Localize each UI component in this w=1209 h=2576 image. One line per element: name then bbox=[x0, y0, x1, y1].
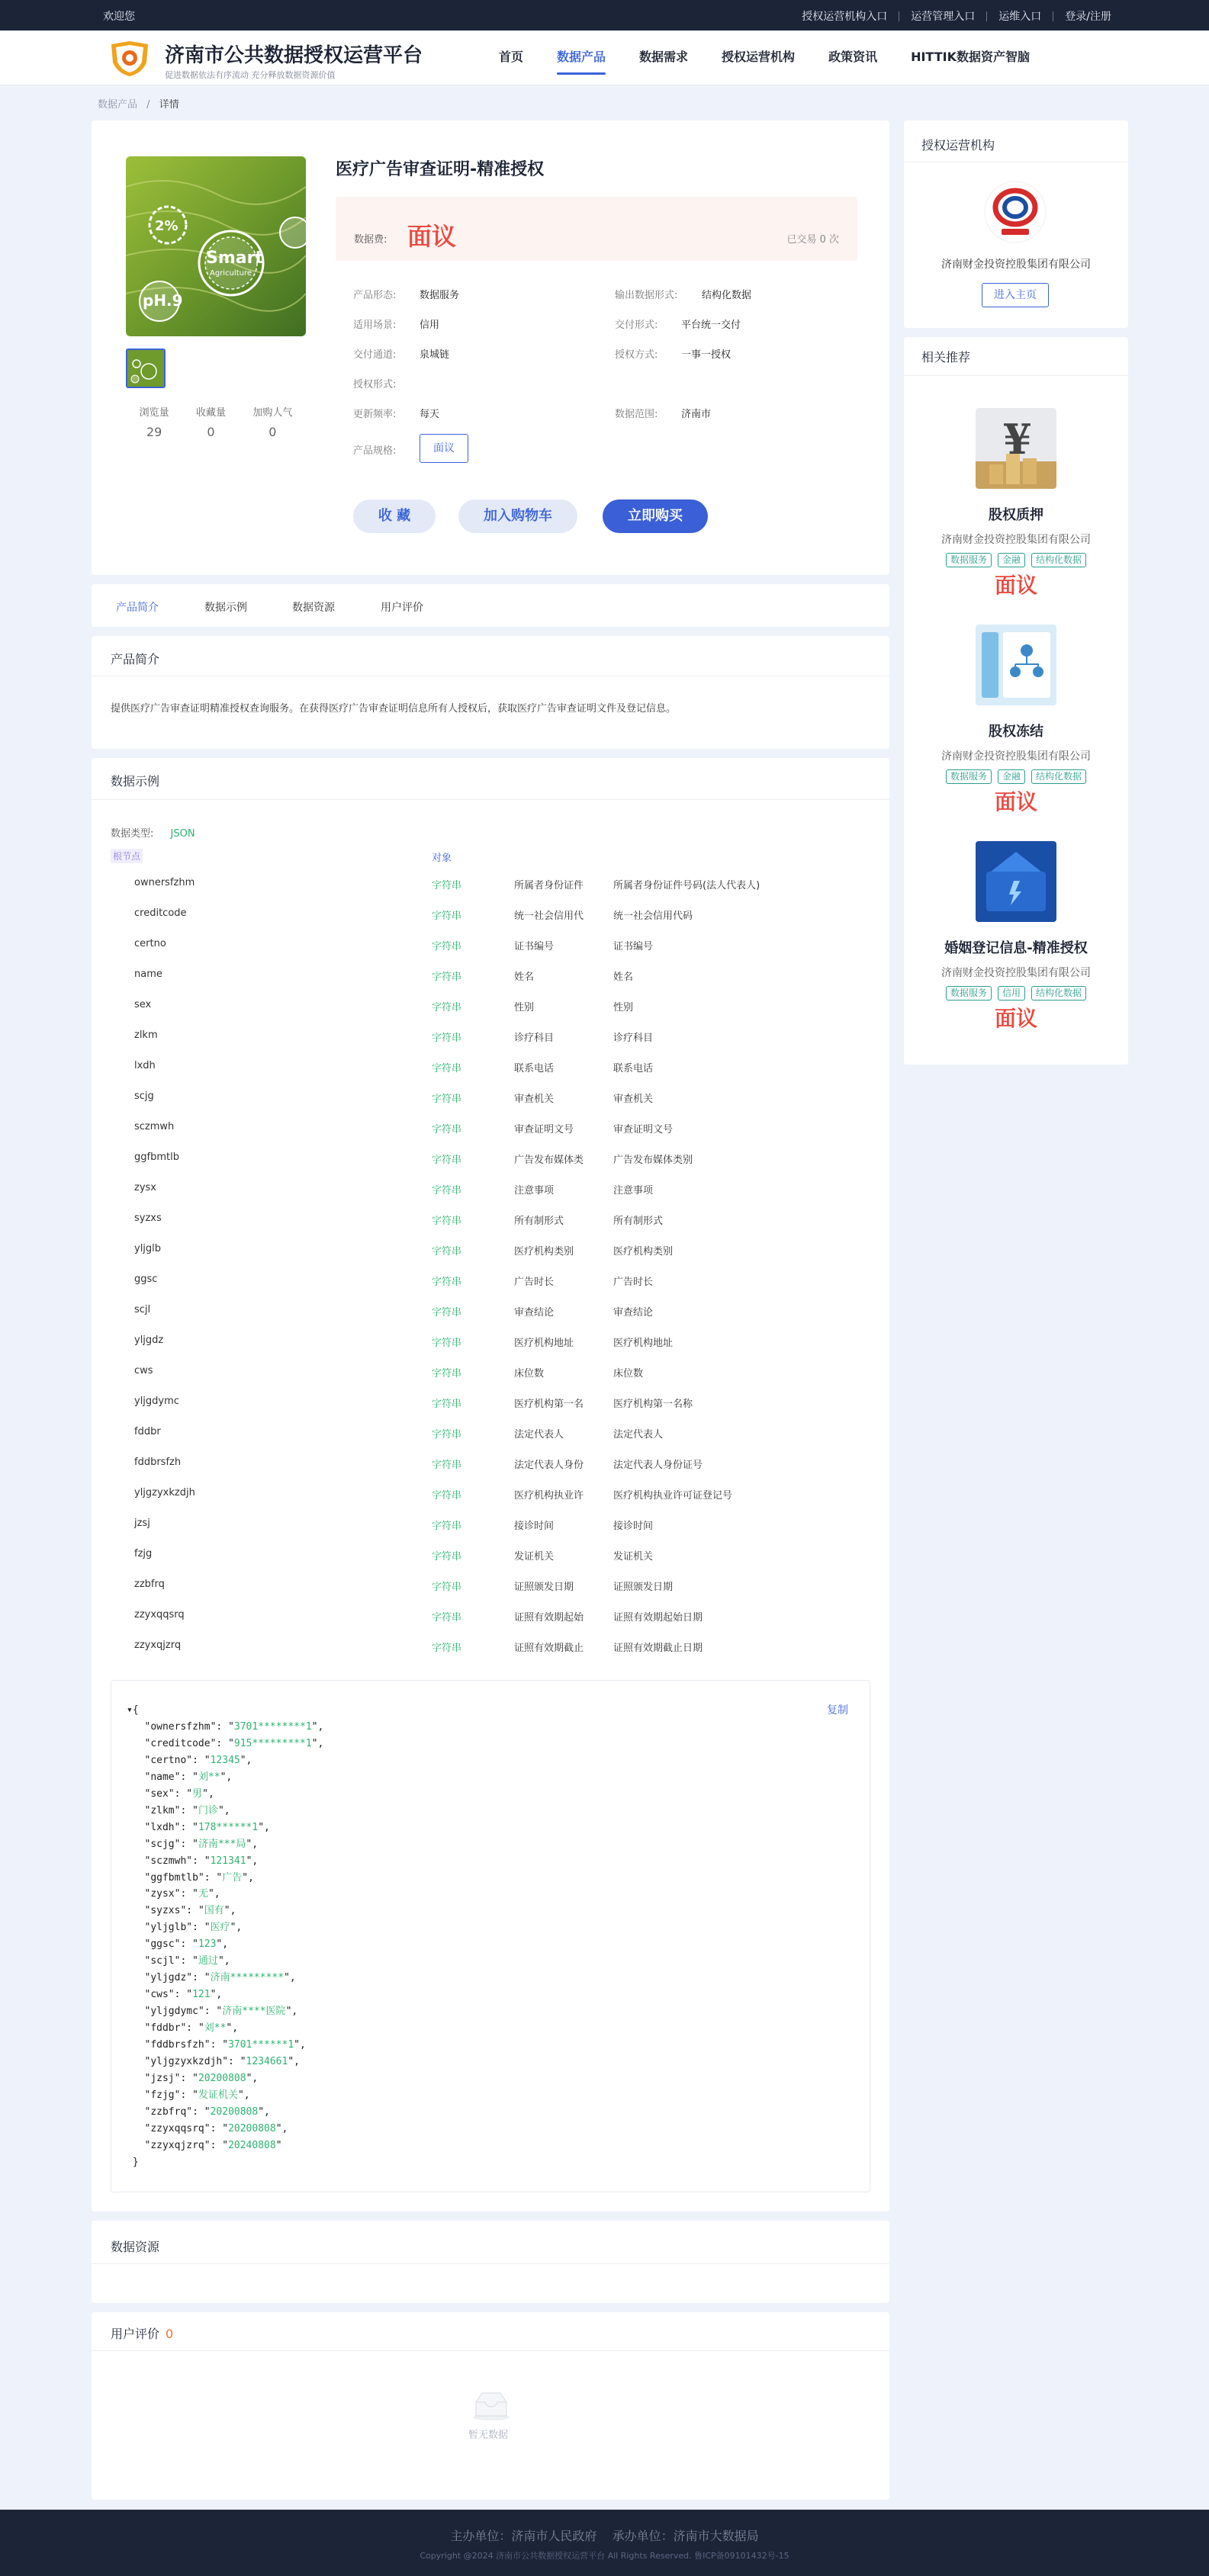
sample-title: 数据示例 bbox=[111, 774, 160, 789]
json-line: "yljgdz": "济南*********", bbox=[127, 1972, 296, 1984]
field-name: fddbrsfzh bbox=[134, 1457, 182, 1468]
top-link-maint-entry[interactable]: 运维入口 bbox=[998, 11, 1042, 23]
field-short-desc: 联系电话 bbox=[514, 1063, 555, 1074]
product-stats bbox=[126, 404, 306, 439]
table-row bbox=[134, 1304, 851, 1319]
org-panel-title: 授权运营机构 bbox=[921, 138, 995, 153]
reviews-title: 用户评价 0 bbox=[111, 2327, 174, 2341]
json-line: "creditcode": "915*********1", bbox=[127, 1737, 324, 1749]
divider bbox=[92, 2350, 889, 2351]
field-desc: 接诊时间 bbox=[613, 1521, 654, 1532]
field-desc: 审查机关 bbox=[613, 1094, 654, 1105]
field-short-desc: 广告时长 bbox=[514, 1277, 555, 1288]
table-row bbox=[134, 938, 851, 953]
field-short-desc: 接诊时间 bbox=[514, 1521, 555, 1532]
resource-section bbox=[92, 2221, 889, 2303]
breadcrumb-current: 详情 bbox=[159, 99, 179, 111]
field-name: scjg bbox=[134, 1090, 154, 1102]
table-row bbox=[134, 1060, 851, 1075]
field-type: 字符串 bbox=[432, 1002, 462, 1013]
platform-logo-icon[interactable] bbox=[108, 40, 151, 78]
json-line: "zysx": "无", bbox=[127, 1888, 220, 1900]
site-header bbox=[0, 31, 1209, 85]
field-type: 字符串 bbox=[432, 1185, 462, 1196]
table-row bbox=[134, 1151, 851, 1167]
field-type: 字符串 bbox=[432, 1246, 462, 1257]
marriage-record-image[interactable] bbox=[976, 841, 1056, 922]
field-name: zlkm bbox=[134, 1029, 158, 1041]
field-desc: 所属者身份证件号码(法人代表人) bbox=[613, 880, 760, 891]
add-to-cart-button[interactable]: 加入购物车 bbox=[458, 499, 577, 533]
main-nav bbox=[482, 31, 1047, 85]
json-line: "certno": "12345", bbox=[127, 1754, 252, 1766]
field-short-desc: 审查机关 bbox=[514, 1094, 555, 1105]
json-line: "fzjg": "发证机关", bbox=[127, 2089, 250, 2101]
spec-auth-method: 授权方式: 一事一授权 bbox=[615, 349, 732, 361]
field-type: 字符串 bbox=[432, 880, 462, 891]
field-desc: 审查结论 bbox=[613, 1307, 654, 1319]
field-short-desc: 诊疗科目 bbox=[514, 1033, 555, 1044]
field-name: yljgzyxkzdjh bbox=[134, 1487, 195, 1498]
image-smart-text: Smart bbox=[206, 249, 263, 268]
top-link-ops-entry[interactable]: 运营管理入口 bbox=[911, 11, 976, 23]
field-short-desc: 审查证明文号 bbox=[514, 1124, 574, 1135]
json-line: "ownersfzhm": "3701********1", bbox=[127, 1720, 324, 1733]
field-type: 字符串 bbox=[432, 1643, 462, 1654]
field-type: 字符串 bbox=[432, 1460, 462, 1471]
field-type: 字符串 bbox=[432, 1063, 462, 1074]
stat-favorites: 收藏量 0 bbox=[195, 407, 226, 439]
field-short-desc: 医疗机构第一名 bbox=[514, 1399, 584, 1410]
field-desc: 广告时长 bbox=[613, 1277, 654, 1288]
breadcrumb-separator: / bbox=[146, 99, 150, 111]
divider bbox=[904, 375, 1128, 376]
table-row bbox=[134, 1182, 851, 1197]
table-row bbox=[134, 1335, 851, 1350]
nav-operators[interactable]: 授权运营机构 bbox=[722, 50, 796, 64]
field-short-desc: 审查结论 bbox=[514, 1307, 555, 1319]
field-desc: 证照颁发日期 bbox=[613, 1582, 674, 1593]
tab-resource[interactable]: 数据资源 bbox=[292, 602, 335, 614]
field-type: 字符串 bbox=[432, 1368, 462, 1380]
field-desc: 诊疗科目 bbox=[613, 1033, 654, 1044]
field-short-desc: 医疗机构执业许 bbox=[514, 1490, 584, 1502]
field-name: zzyxqqsrq bbox=[134, 1609, 185, 1620]
field-name: sczmwh bbox=[134, 1121, 175, 1132]
price-value: 面议 bbox=[407, 222, 457, 251]
field-desc: 联系电话 bbox=[613, 1063, 654, 1074]
deal-count: 已交易 0 次 bbox=[786, 234, 839, 246]
field-desc: 证照有效期起始日期 bbox=[613, 1612, 703, 1624]
field-desc: 广告发布媒体类别 bbox=[613, 1155, 693, 1166]
field-short-desc: 统一社会信用代 bbox=[514, 911, 584, 922]
json-line: "scjl": "通过", bbox=[127, 1955, 230, 1967]
spec-option-button[interactable]: 面议 bbox=[420, 434, 468, 463]
field-name: zzyxqjzrq bbox=[134, 1640, 182, 1651]
table-row bbox=[134, 1090, 851, 1106]
json-line: "ggfbmtlb": "广告", bbox=[127, 1871, 254, 1884]
field-type: 字符串 bbox=[432, 1033, 462, 1044]
field-type: 字符串 bbox=[432, 1582, 462, 1593]
copy-button[interactable]: 复制 bbox=[827, 1704, 848, 1717]
divider bbox=[92, 799, 889, 800]
resource-title: 数据资源 bbox=[111, 2240, 160, 2254]
field-desc: 发证机关 bbox=[613, 1551, 654, 1563]
field-name: lxdh bbox=[134, 1060, 156, 1071]
spec-size-label: 产品规格: bbox=[353, 445, 397, 457]
json-line: "zzyxqjzrq": "20240808" bbox=[127, 2139, 282, 2151]
field-name: ggfbmtlb bbox=[134, 1151, 179, 1163]
nav-data-demand[interactable]: 数据需求 bbox=[639, 50, 689, 64]
field-short-desc: 性别 bbox=[514, 1002, 535, 1013]
field-desc: 证书编号 bbox=[613, 941, 654, 952]
field-desc: 法定代表人 bbox=[613, 1429, 664, 1441]
breadcrumb bbox=[98, 96, 179, 111]
field-short-desc: 证照有效期起始 bbox=[514, 1612, 584, 1624]
spec-channel: 交付通道: 泉城链 bbox=[353, 349, 450, 361]
field-type: 字符串 bbox=[432, 1216, 462, 1227]
field-short-desc: 法定代表人 bbox=[514, 1429, 564, 1441]
table-row bbox=[134, 1579, 851, 1594]
field-type: 字符串 bbox=[432, 1155, 462, 1166]
product-thumbnail[interactable] bbox=[126, 348, 166, 388]
spec-output: 输出数据形式: 结构化数据 bbox=[615, 290, 752, 301]
field-name: yljglb bbox=[134, 1243, 162, 1254]
table-row bbox=[134, 1029, 851, 1045]
field-short-desc: 医疗机构类别 bbox=[514, 1246, 574, 1257]
intro-text: 提供医疗广告审查证明精准授权查询服务。在获得医疗广告审查证明信息所有人授权后，获取医疗广告审查证明文件及登记信息。 bbox=[111, 703, 677, 715]
field-name: fzjg bbox=[134, 1548, 153, 1559]
field-short-desc: 法定代表人身份 bbox=[514, 1460, 584, 1471]
recommend-item[interactable]: 股权冻结 济南财金投资控股集团有限公司 数据服务 金融 结构化数据 面议 bbox=[905, 625, 1127, 816]
footer-sponsors: 主办单位：济南市人民政府 承办单位：济南市大数据局 bbox=[450, 2529, 759, 2543]
equity-freeze-image[interactable] bbox=[976, 625, 1056, 705]
spec-delivery: 交付形式: 平台统一交付 bbox=[615, 320, 741, 331]
empty-box-icon bbox=[471, 2390, 511, 2420]
table-row bbox=[134, 1426, 851, 1441]
field-name: zysx bbox=[134, 1182, 156, 1193]
field-type: 字符串 bbox=[432, 1490, 462, 1502]
json-line: "yljglb": "医疗", bbox=[127, 1922, 243, 1934]
equity-pledge-image[interactable] bbox=[976, 408, 1056, 489]
org-logo-icon[interactable] bbox=[983, 180, 1047, 244]
field-desc: 医疗机构类别 bbox=[613, 1246, 674, 1257]
field-desc: 注意事项 bbox=[613, 1185, 654, 1196]
field-desc: 医疗机构执业许可证登记号 bbox=[613, 1490, 733, 1502]
table-row bbox=[134, 1457, 851, 1472]
table-row bbox=[134, 1396, 851, 1411]
field-type: 字符串 bbox=[432, 1094, 462, 1105]
field-name: syzxs bbox=[134, 1213, 162, 1224]
top-links bbox=[790, 8, 1111, 24]
json-line: "name": "刘**", bbox=[127, 1771, 233, 1783]
object-label: 对象 bbox=[432, 853, 452, 864]
json-line: "scjg": "济南***局", bbox=[127, 1838, 259, 1850]
login-register-link[interactable]: 登录/注册 bbox=[1065, 11, 1111, 23]
table-row bbox=[134, 1609, 851, 1624]
table-row bbox=[134, 1243, 851, 1258]
field-short-desc: 证书编号 bbox=[514, 941, 555, 952]
field-name: certno bbox=[134, 938, 166, 949]
json-line: "yljgdymc": "济南****医院", bbox=[127, 2006, 298, 2018]
site-subtitle: 促进数据依法有序流动 充分释放数据资源价值 bbox=[165, 70, 336, 80]
field-type: 字符串 bbox=[432, 1124, 462, 1135]
spec-form: 产品形态: 数据服务 bbox=[353, 290, 460, 301]
product-title: 医疗广告审查证明-精准授权 bbox=[336, 160, 545, 179]
stat-views: 浏览量 29 bbox=[139, 407, 169, 439]
root-node-label: 根节点 bbox=[111, 849, 143, 863]
table-row bbox=[134, 1487, 851, 1502]
field-type: 字符串 bbox=[432, 1612, 462, 1624]
field-type: 字符串 bbox=[432, 1429, 462, 1441]
json-line: "fddbrsfzh": "3701******1", bbox=[127, 2039, 306, 2051]
data-type-value: JSON bbox=[170, 828, 195, 840]
table-row bbox=[134, 968, 851, 984]
image-agri-text: Agriculture bbox=[210, 269, 252, 278]
field-desc: 床位数 bbox=[613, 1368, 644, 1380]
table-row bbox=[134, 1548, 851, 1563]
field-type: 字符串 bbox=[432, 1277, 462, 1288]
favorite-button[interactable]: 收 藏 bbox=[353, 499, 436, 533]
table-row bbox=[134, 1274, 851, 1289]
intro-section bbox=[92, 636, 889, 749]
field-desc: 姓名 bbox=[613, 972, 634, 983]
json-line: "ggsc": "123", bbox=[127, 1938, 229, 1951]
site-footer bbox=[0, 2510, 1209, 2576]
tab-intro[interactable]: 产品简介 bbox=[116, 602, 159, 614]
json-line: "sczmwh": "121341", bbox=[127, 1855, 259, 1867]
field-desc: 医疗机构地址 bbox=[613, 1338, 674, 1349]
field-name: yljgdymc bbox=[134, 1396, 179, 1407]
table-row bbox=[134, 877, 851, 892]
product-main-image[interactable] bbox=[126, 156, 306, 336]
field-desc: 统一社会信用代码 bbox=[613, 911, 693, 922]
json-line: "lxdh": "178******1", bbox=[127, 1821, 270, 1833]
field-name: fddbr bbox=[134, 1426, 161, 1437]
reviews-count: 0 bbox=[166, 2327, 174, 2341]
svg-text:¥: ¥ bbox=[1003, 415, 1032, 464]
table-row bbox=[134, 907, 851, 923]
field-short-desc: 证照有效期截止 bbox=[514, 1643, 584, 1654]
nav-data-products[interactable]: 数据产品 bbox=[540, 31, 622, 85]
json-line: "yljgzyxkzdjh": "1234661", bbox=[127, 2056, 300, 2068]
nav-home[interactable]: 首页 bbox=[499, 50, 524, 64]
field-type: 字符串 bbox=[432, 1307, 462, 1319]
tab-reviews[interactable]: 用户评价 bbox=[381, 602, 423, 614]
field-type: 字符串 bbox=[432, 1551, 462, 1563]
field-name: ownersfzhm bbox=[134, 877, 195, 888]
field-name: jzsj bbox=[134, 1518, 150, 1529]
field-short-desc: 所属者身份证件 bbox=[514, 880, 584, 891]
field-name: scjl bbox=[134, 1304, 151, 1315]
site-title[interactable]: 济南市公共数据授权运营平台 bbox=[165, 44, 423, 67]
empty-text: 暂无数据 bbox=[468, 2430, 509, 2441]
field-short-desc: 姓名 bbox=[514, 972, 535, 983]
field-desc: 所有制形式 bbox=[613, 1216, 664, 1227]
nav-policy-news[interactable]: 政策资讯 bbox=[828, 50, 878, 64]
breadcrumb-parent[interactable]: 数据产品 bbox=[98, 99, 138, 111]
org-name: 济南财金投资控股集团有限公司 bbox=[941, 259, 1091, 271]
field-short-desc: 注意事项 bbox=[514, 1185, 555, 1196]
field-short-desc: 发证机关 bbox=[514, 1551, 555, 1563]
table-row bbox=[134, 1213, 851, 1228]
field-type: 字符串 bbox=[432, 972, 462, 983]
field-type: 字符串 bbox=[432, 1521, 462, 1532]
image-pct-text: 2% bbox=[155, 218, 178, 234]
divider bbox=[92, 2263, 889, 2264]
field-short-desc: 所有制形式 bbox=[514, 1216, 564, 1227]
field-desc: 证照有效期截止日期 bbox=[613, 1643, 703, 1654]
table-row bbox=[134, 999, 851, 1014]
field-name: yljgdz bbox=[134, 1335, 164, 1346]
field-short-desc: 广告发布媒体类 bbox=[514, 1155, 584, 1166]
recommend-item[interactable]: 婚姻登记信息-精准授权 济南财金投资控股集团有限公司 数据服务 信用 结构化数据 面议 bbox=[905, 841, 1127, 1033]
table-row bbox=[134, 1121, 851, 1136]
data-type-row: 数据类型: JSON bbox=[111, 828, 195, 840]
field-desc: 医疗机构第一名称 bbox=[613, 1399, 693, 1410]
field-name: name bbox=[134, 968, 162, 980]
price-box bbox=[336, 197, 857, 261]
recommend-item[interactable]: ¥ 股权质押 济南财金投资控股集团有限公司 数据服务 金融 结构化数据 面议 bbox=[905, 408, 1127, 599]
table-row bbox=[134, 1640, 851, 1655]
field-short-desc: 证照颁发日期 bbox=[514, 1582, 574, 1593]
field-name: zzbfrq bbox=[134, 1579, 165, 1590]
field-type: 字符串 bbox=[432, 941, 462, 952]
json-line: "fddbr": "刘**", bbox=[127, 2022, 239, 2035]
json-line: "zzbfrq": "20200808", bbox=[127, 2105, 270, 2118]
field-short-desc: 床位数 bbox=[514, 1368, 545, 1380]
field-short-desc: 医疗机构地址 bbox=[514, 1338, 574, 1349]
field-name: sex bbox=[134, 999, 152, 1010]
json-line: "sex": "男", bbox=[127, 1787, 214, 1800]
field-desc: 性别 bbox=[613, 1002, 634, 1013]
tab-sample[interactable]: 数据示例 bbox=[204, 602, 247, 614]
field-desc: 审查证明文号 bbox=[613, 1124, 674, 1135]
json-line: "cws": "121", bbox=[127, 1989, 223, 2001]
buy-now-button[interactable]: 立即购买 bbox=[603, 499, 708, 533]
stat-cart-adds: 加购人气 0 bbox=[252, 407, 293, 439]
spec-range: 数据范围: 济南市 bbox=[615, 409, 712, 420]
spec-scene: 适用场景: 信用 bbox=[353, 320, 440, 331]
enter-home-button[interactable]: 进入主页 bbox=[982, 283, 1049, 307]
table-row bbox=[134, 1365, 851, 1380]
field-name: creditcode bbox=[134, 907, 187, 919]
field-name: ggsc bbox=[134, 1274, 158, 1285]
json-line: "syzxs": "国有", bbox=[127, 1905, 236, 1917]
top-link-org-entry[interactable]: 授权运营机构入口 bbox=[802, 11, 888, 23]
nav-asset-brain[interactable]: HITTIK数据资产智脑 bbox=[911, 50, 1030, 64]
field-desc: 法定代表人身份证号 bbox=[613, 1460, 703, 1471]
json-code: ▾{ "ownersfzhm": "3701********1", "creditcode": "915*********1", "certno": "12345", "name": "刘**", "sex": "男", "zlkm": "门诊", "lxdh": "178******1", "scjg": "济南***局", "sczmwh": "121341", "ggfbmtlb": "广告", "zysx": "无", "syzxs": "国有", "yljglb": "医疗", "ggsc": "123", "scjl": "通过", "yljgdz": "济南*********", "cws": "121", "yljgdymc": "济南****医院", "fddbr": "刘**", "fddbrsfzh": "3701******1", "yljgzyxkzdjh": "1234661", "jzsj": "20200808", "fzjg": "发证机关", "zzbfrq": "20200808", "zzyxqqsrq": "20200808", "zzyxqjzrq": "20240808" } bbox=[127, 1704, 324, 2168]
image-ph-text: pH.9 bbox=[143, 291, 183, 310]
json-line: "zzyxqqsrq": "20200808", bbox=[127, 2122, 288, 2134]
field-type: 字符串 bbox=[432, 1399, 462, 1410]
table-row bbox=[134, 1518, 851, 1533]
footer-copyright: Copyright @2024 济南市公共数据授权运营平台 All Rights Reserved. 鲁ICP备09101432号-15 bbox=[420, 2551, 789, 2561]
top-bar bbox=[0, 0, 1209, 31]
json-line: "zlkm": "门诊", bbox=[127, 1804, 230, 1816]
field-type: 字符串 bbox=[432, 911, 462, 922]
spec-auth-form: 授权形式: bbox=[353, 379, 397, 390]
json-line: "jzsj": "20200808", bbox=[127, 2072, 259, 2084]
intro-title: 产品简介 bbox=[111, 652, 160, 666]
spec-frequency: 更新频率: 每天 bbox=[353, 409, 440, 420]
field-type: 字符串 bbox=[432, 1338, 462, 1349]
welcome-text: 欢迎您 bbox=[103, 11, 135, 23]
price-label: 数据费: bbox=[354, 234, 387, 246]
json-sample-box bbox=[111, 1680, 870, 2192]
field-name: cws bbox=[134, 1365, 153, 1376]
recommend-title: 相关推荐 bbox=[921, 350, 971, 365]
